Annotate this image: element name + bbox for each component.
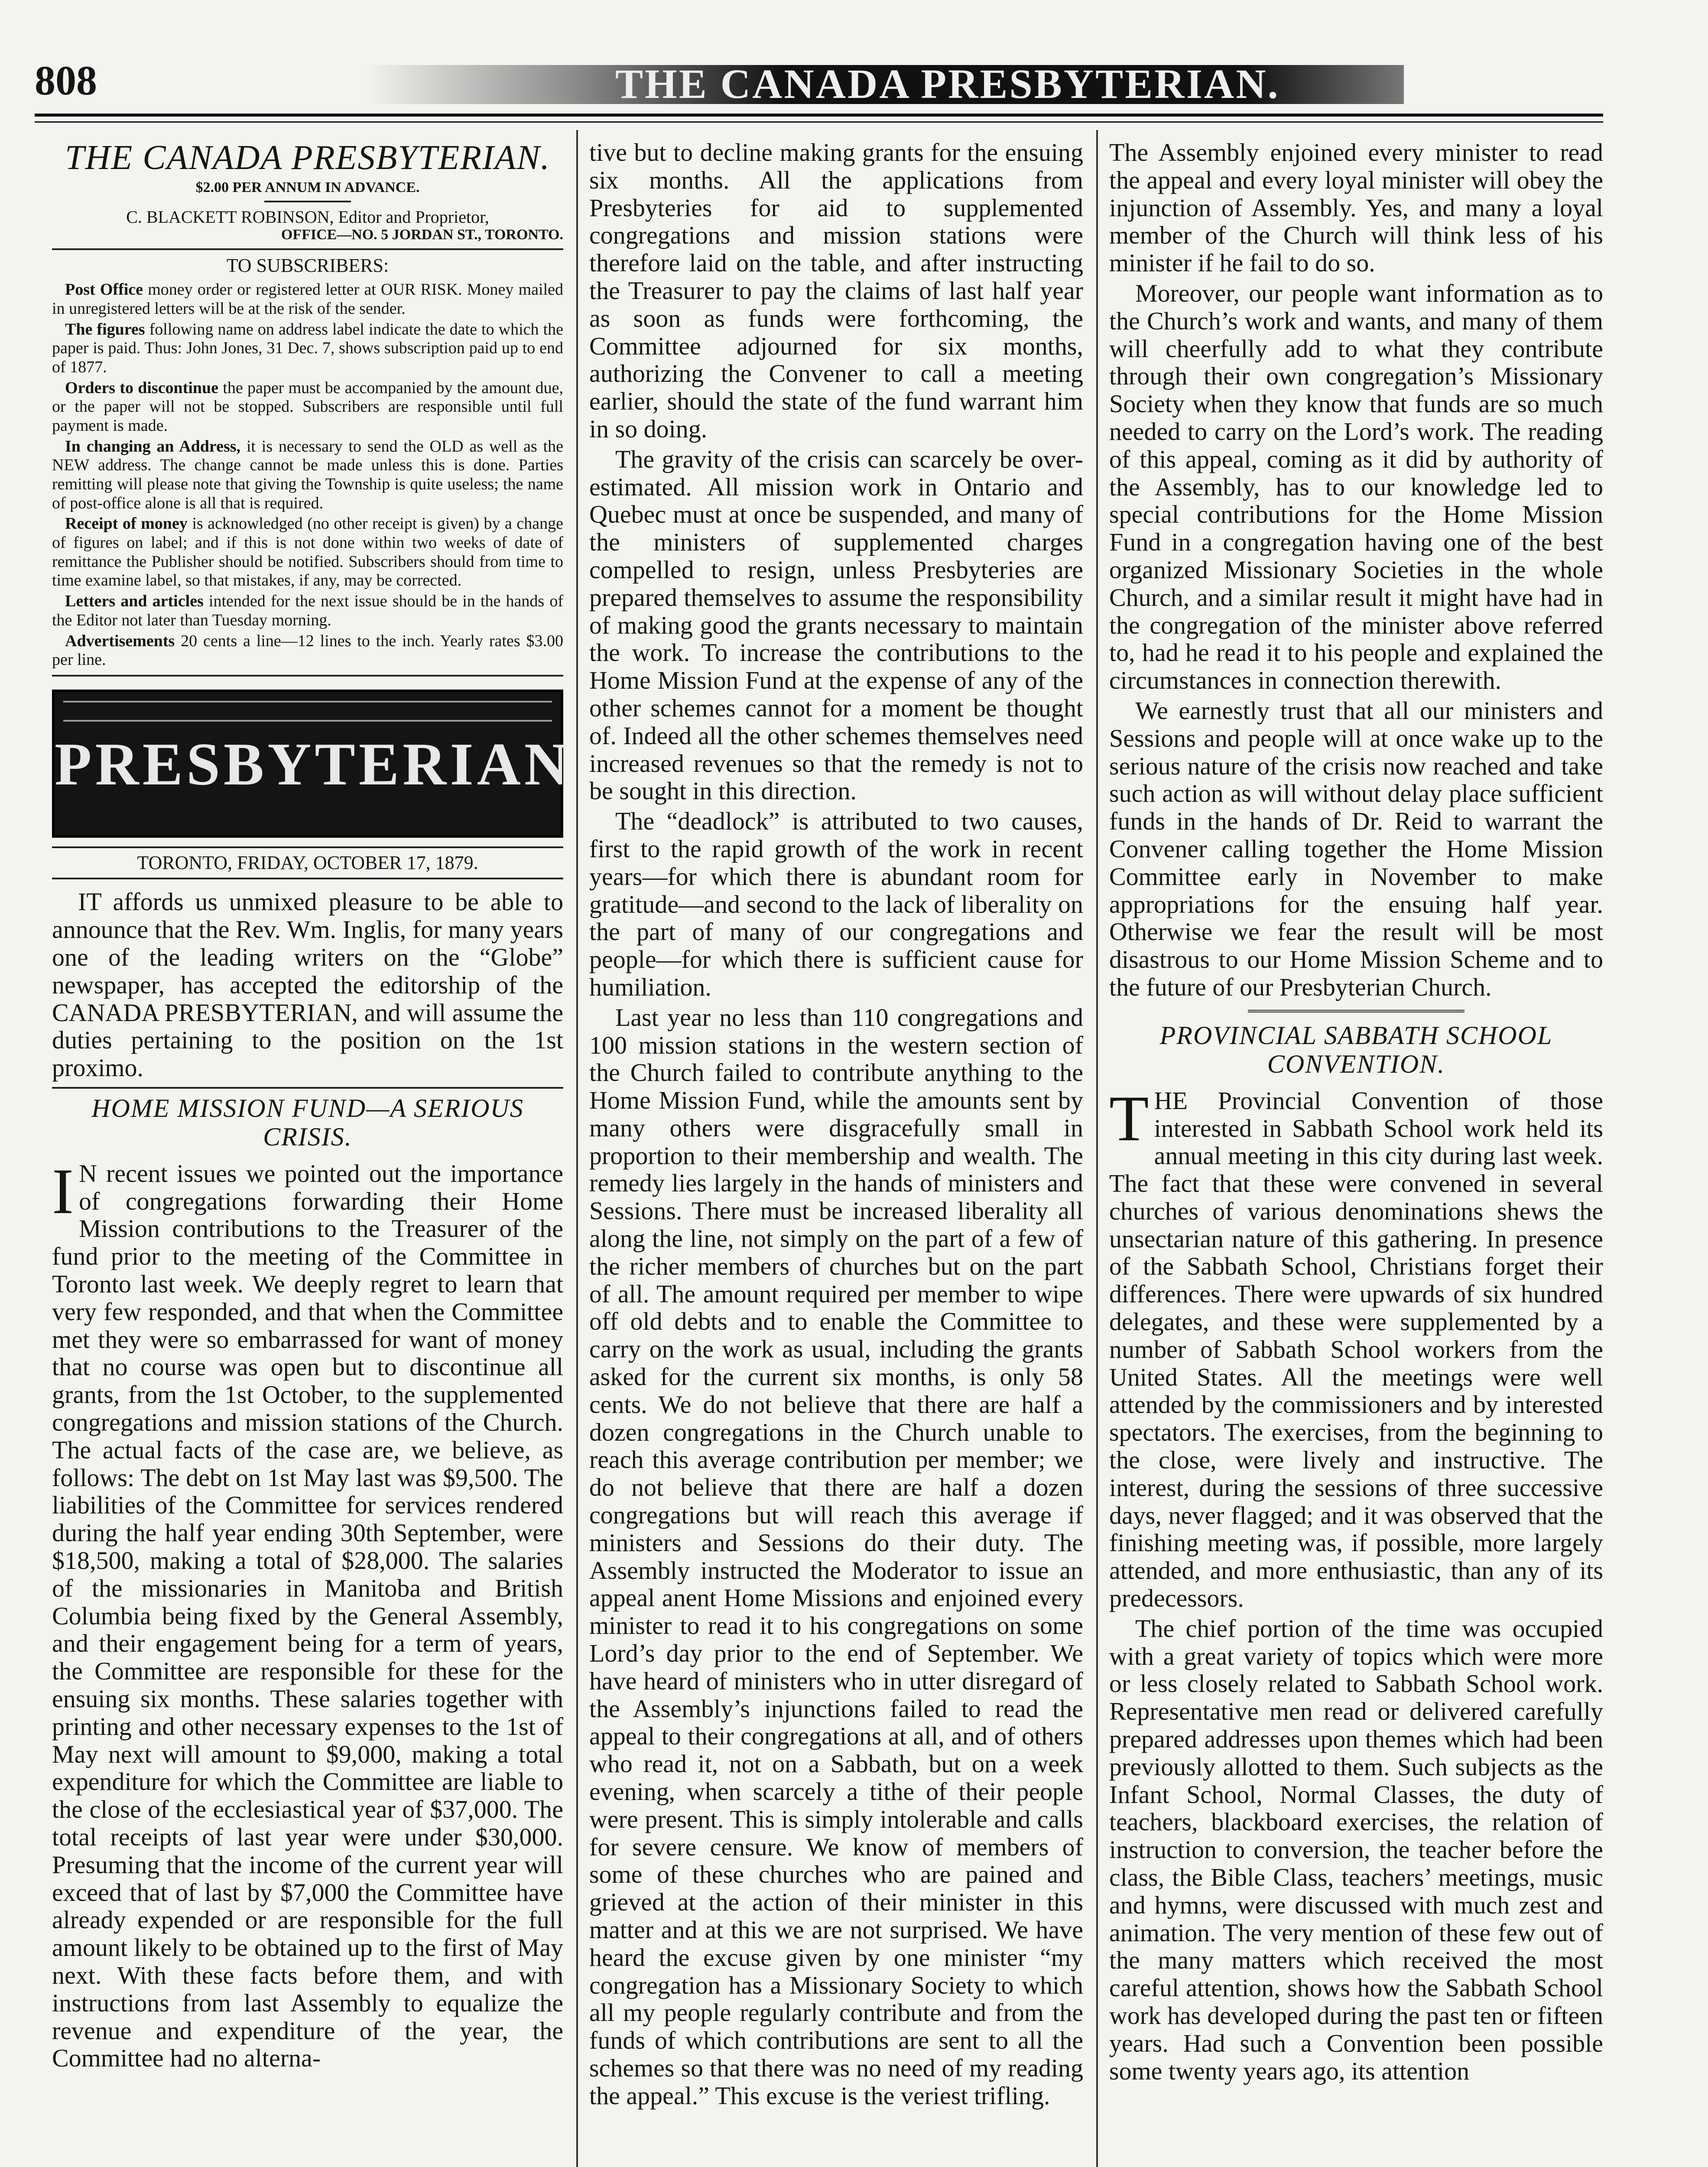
- paragraph: The “deadlock” is attributed to two causes, first to the rapid growth of the work in recent years—for which there is abundant room for gratitude—and second to the lack of liberality on the part of many of our congregations and people—for which there is sufficient cause for humiliation.: [589, 807, 1083, 1001]
- notice-lead: Receipt of money: [65, 514, 188, 533]
- publication-title: THE CANADA PRESBYTERIAN.: [65, 139, 550, 177]
- article-text: HE Provincial Convention of those interested in Sabbath School work held its annual meeting in this city during last week. The fact that these were convened in several churches of various denominations shews the unsectarian nature of this gathering. In presence of the Sabbath School, Christians forget their differences. There were upwards of six hundred delegates, and these were supplemented by a number of Sabbath School workers from the United States. All the meetings were well attended by the commissioners and by interested spectators. The exercises, from the beginning to the close, were lively and instructive. The interest, during the sessions of three successive days, never flagged; and it was observed that the finishing meeting was, if possible, more largely attended, and more enthusiastic, than any of its predecessors.: [1109, 1086, 1603, 1613]
- subscription-price: $2.00 PER ANNUM IN ADVANCE.: [195, 179, 420, 195]
- announcement: IT affords us unmixed pleasure to be able to announce that the Rev. Wm. Inglis, for many years one of the leading writers on the “Globe” newspaper, has accepted the editorship of the CANADA PRESBYTERIAN, and will assume the duties pertaining to the position on the 1st proximo.: [52, 888, 563, 1082]
- notice-item: [52, 592, 563, 630]
- notice-lead: Orders to discontinue: [65, 378, 219, 397]
- column-divider: [576, 130, 578, 2167]
- header-rule-thin: [35, 121, 1603, 123]
- article-body: [1109, 1082, 1603, 1613]
- paragraph: Last year no less than 110 congregations and 100 mission stations in the western section of the Church failed to contribute anything to the Home Mission Fund, while the amounts sent by many others were disgracefully small in proportion to their membership and wealth. The remedy lies largely in the hands of ministers and Sessions. There must be increased liberality all along the line, not simply on the part of a few of the richer members of churches but on the part of all. The amount required per member to wipe off old debts and to enable the Committee to carry on the work as usual, including the grants asked for the current six months, is only 58 cents. We do not believe that there are half a dozen congregations in the Church unable to reach this average contribution per member; we do not believe that there are half a dozen congregations but will reach this average if ministers and Sessions do their duty. The Assembly instructed the Moderator to issue an appeal anent Home Missions and enjoined every minister to read it to his congregations on some Lord’s day prior to the end of September. We have heard of ministers who in utter disregard of the Assembly’s injunctions failed to read the appeal to their congregations at all, and of others who read it, not on a Sabbath, but on a week evening, when scarcely a tithe of their people were present. This is simply intolerable and calls for severe censure. We know of members of some of these churches who are pained and grieved at the action of their minister in this matter and at this we are not surprised. We have heard the excuse given by one minister “my congregation has a Missionary Society to which all my people regularly contribute and from the funds of which contributions are sent to all the schemes so that there was no need of my reading the appeal.” This excuse is the veriest trifling.: [589, 1003, 1083, 2110]
- editor-line: C. BLACKETT ROBINSON, Editor and Proprietor,: [126, 207, 489, 227]
- paragraph: tive but to decline making grants for the ensuing six months. All the applications from Presbyteries for aid to supplemented congregations and mission stations were therefore laid on the table, and after instructing the Treasurer to pay the claims of last half year as soon as funds were forthcoming, the Committee adjourned for six months, authorizing the Convener to call a meeting earlier, should the state of the fund warrant him in so doing.: [589, 138, 1083, 443]
- article-title: PROVINCIAL SABBATH SCHOOL CONVENTION.: [1159, 1021, 1553, 1078]
- notice-lead: In changing an Address,: [65, 437, 241, 456]
- notice-text: 20 cents a line—12 lines to the inch. Yearly rates $3.00 per line.: [52, 631, 563, 669]
- paragraph: We earnestly trust that all our ministers and Sessions and people will at once wake up to the serious nature of the crisis now reached and take such action as will without delay place sufficient funds in the hands of Dr. Reid to warrant the Convener calling together the Home Mission Committee early in November to make appropriations for the ensuing half year. Otherwise we fear the result will be most disastrous to our Home Mission Scheme and to the future of our Presbyterian Church.: [1109, 696, 1603, 1001]
- column-1: [52, 139, 571, 2075]
- notice-item: [52, 280, 563, 318]
- notice-text: is acknowledged (no other receipt is given) by a change of figures on label; and if this is not done within two weeks of date of remittance the Publisher should be notified. Subscribers should from time to time examine label, so that mistakes, if any, may be corrected.: [52, 514, 563, 590]
- subscribers-heading: TO SUBSCRIBERS:: [226, 254, 389, 276]
- presbyterian-banner: [52, 690, 571, 838]
- paragraph: Moreover, our people want information as to the Church’s work and wants, and many of them will cheerfully add to what they contribute through their own congregation’s Missionary Society when they know that funds are so much needed to carry on the Lord’s work. The reading of this appeal, coming as it did by authority of the Assembly, has to our knowledge led to special contributions for the Home Mission Fund in a congregation having one of the best organized Missionary Societies in the whole Church, and a similar result it might have had in the congregation of the minister above referred to, had he read it to his people and explained the circumstances in connection therewith.: [1109, 279, 1603, 695]
- subscriber-notices: [52, 280, 563, 670]
- page-header: [35, 52, 1603, 117]
- notice-text: intended for the next issue should be in the hands of the Editor not later than Tuesday morning.: [52, 592, 563, 629]
- divider: [264, 201, 351, 202]
- section-rule: [1248, 1010, 1464, 1012]
- divider: [52, 675, 563, 677]
- article-text: N recent issues we pointed out the importance of congregations forwarding their Home Mission contributions to the Treasurer of the fund prior to the meeting of the Committee in Toronto last week. We deeply regret to learn that very few responded, and that when the Committee met they were so embarrassed for want of money that no course was open but to discontinue all grants, from the 1st October, to the supplemented congregations and mission stations of the Church. The actual facts of the case are, we believe, as follows: The debt on 1st May last was $9,500. The liabilities of the Committee for services rendered during the half year ending 30th September, were $18,500, making a total of $28,000. The salaries of the missionaries in Manitoba and British Columbia being fixed by the General Assembly, and their engagement being for a term of years, the Committee are responsible for these for the ensuing six months. These salaries together with printing and other necessary expenses to the 1st of May next will amount to $9,000, making a total expenditure for which the Committee are liable to the close of the ecclesiastical year of $37,000. The total receipts of last year were under $30,000. Presuming that the income of the current year will exceed that of last by $7,000 the Committee have already expended or are responsible for the full amount likely to be obtained up to the first of May next. With these facts before them, and with instructions from last Assembly to equalize the revenue and expenditure of the year, the Committee had no alterna-: [52, 1159, 563, 2073]
- notice-text: money order or registered letter at OUR RISK. Money mailed in unregistered letters will be at the risk of the sender.: [52, 280, 564, 318]
- divider: [52, 248, 563, 250]
- paragraph: The Assembly enjoined every minister to read the appeal and every loyal minister will obey the injunction of Assembly. Yes, and many a loyal member of the Church will think less of his minister if he fail to do so.: [1109, 138, 1603, 277]
- notice-text: following name on address label indicate the date to which the paper is paid. Thus: John Jones, 31 Dec. 7, shows subscription paid up to end of 1877.: [52, 320, 563, 376]
- notice-item: [52, 514, 563, 590]
- divider: [52, 1087, 563, 1089]
- notice-item: [52, 632, 563, 670]
- masthead-title: THE CANADA PRESBYTERIAN.: [615, 61, 1280, 107]
- article-title: HOME MISSION FUND—A SERIOUS CRISIS.: [91, 1093, 524, 1151]
- drop-cap: T: [1109, 1082, 1149, 1155]
- paragraph: The chief portion of the time was occupied with a great variety of topics which were more or less closely related to Sabbath School work. Representative men read or delivered carefully prepared addresses upon themes which had been previously allotted to them. Such subjects as the Infant School, Normal Classes, the duty of teachers, blackboard exercises, the relation of instruction to conversion, the teacher before the class, the Bible Class, teachers’ meetings, music and hymns, were discussed with much zest and animation. The very mention of these few out of the many matters which received the most careful attention, shows how the Sabbath School work has developed during the past ten or fifteen years. Had such a Convention been possible some twenty years ago, its attention: [1109, 1614, 1603, 2085]
- notice-item: [52, 379, 563, 436]
- notice-item: [52, 320, 563, 377]
- header-rule: [35, 114, 1603, 117]
- notice-lead: The figures: [65, 320, 145, 338]
- column-divider: [1096, 130, 1098, 2167]
- article-body: [52, 1155, 563, 2073]
- banner-text: PRESBYTERIAN: [55, 730, 571, 798]
- page-number: 808: [35, 57, 97, 104]
- notice-item: [52, 437, 563, 513]
- dateline: TORONTO, FRIDAY, OCTOBER 17, 1879.: [52, 846, 563, 879]
- notice-lead: Post Office: [65, 280, 143, 299]
- notice-text: the paper must be accompanied by the amount due, or the paper will not be stopped. Subscribers are responsible until full payment is made.: [52, 378, 563, 435]
- office-line: OFFICE—NO. 5 JORDAN ST., TORONTO.: [281, 227, 563, 243]
- notice-lead: Letters and articles: [65, 592, 204, 611]
- notice-text: it is necessary to send the OLD as well as the NEW address. The change cannot be made unless this is done. Parties remitting will please note that giving the Township is quite useless; the name of post-office alone is all that is required.: [52, 437, 563, 512]
- drop-cap: I: [52, 1155, 74, 1227]
- paragraph: The gravity of the crisis can scarcely be over-estimated. All mission work in Ontario and Quebec must at once be suspended, and many of the ministers of supplemented charges compelled to resign, unless Presbyteries are prepared themselves to assume the responsibility of making good the grants necessary to maintain the work. To increase the contributions to the Home Mission Fund at the expense of any of the other schemes cannot for a moment be thought of. Indeed all the other schemes themselves need increased revenues so that the remedy is not to be sought in this direction.: [589, 445, 1083, 805]
- notice-lead: Advertisements: [65, 631, 175, 650]
- column-2: [589, 139, 1083, 2112]
- column-3: [1109, 139, 1603, 2087]
